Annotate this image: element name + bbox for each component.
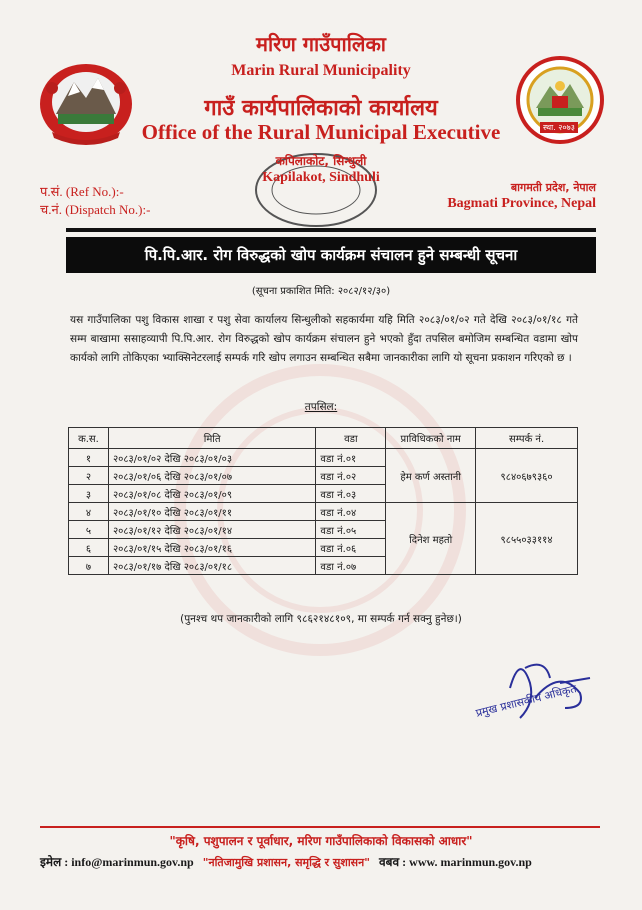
email-link[interactable]: info@marinmun.gov.np xyxy=(71,855,194,869)
table-row xyxy=(69,503,578,521)
address-en: Kapilakot, Sindhuli xyxy=(262,170,380,185)
logo-year-label: स्था. २०७३ xyxy=(540,122,578,133)
cell-ward: वडा नं.०४ xyxy=(316,503,386,521)
footer-divider xyxy=(40,826,600,828)
table-header-row xyxy=(69,428,578,449)
cell-contact: ९८४०६७९३६० xyxy=(476,449,578,503)
email-label: इमेल : xyxy=(40,855,69,869)
header-divider xyxy=(66,228,596,232)
cell-sn: ७ xyxy=(69,557,109,575)
cell-ward: वडा नं.०३ xyxy=(316,485,386,503)
cell-sn: ३ xyxy=(69,485,109,503)
footer-contact xyxy=(40,853,610,870)
cell-date: २०८३/०१/१० देखि २०८३/०१/११ xyxy=(108,503,315,521)
published-date: (सूचना प्रकाशित मिति: २०८२/१२/३०) xyxy=(251,286,391,297)
office-name-en: Office of the Rural Municipal Executive xyxy=(141,120,501,144)
address-np: कपिलाकोट, सिन्धुली xyxy=(275,154,367,168)
province-np: बागमती प्रदेश, नेपाल xyxy=(510,181,596,194)
cell-technician: हेम कर्ण अस्तानी xyxy=(386,449,476,503)
header-date: मिति xyxy=(108,428,315,449)
footnote: (पुनश्च थप जानकारीको लागि ९८६२१४८१०९, मा सम्पर्क गर्न सक्नु हुनेछ।) xyxy=(180,613,462,625)
cell-sn: २ xyxy=(69,467,109,485)
cell-date: २०८३/०१/०२ देखि २०८३/०१/०३ xyxy=(108,449,315,467)
footer-motto: "कृषि, पशुपालन र पूर्वाधार, मरिण गाउँपालिकाको विकासको आधार" xyxy=(169,834,473,848)
municipality-name-np: मरिण गाउँपालिका xyxy=(256,32,386,56)
cell-ward: वडा नं.०७ xyxy=(316,557,386,575)
cell-ward: वडा नं.०६ xyxy=(316,539,386,557)
cell-date: २०८३/०१/०८ देखि २०८३/०१/०९ xyxy=(108,485,315,503)
cell-ward: वडा नं.०२ xyxy=(316,467,386,485)
office-name-np: गाउँ कार्यपालिकाको कार्यालय xyxy=(204,96,438,121)
table-caption: तपसिल: xyxy=(304,401,338,413)
cell-date: २०८३/०१/०६ देखि २०८३/०१/०७ xyxy=(108,467,315,485)
cell-technician: दिनेश महतो xyxy=(386,503,476,575)
cell-sn: १ xyxy=(69,449,109,467)
cell-date: २०८३/०१/१७ देखि २०८३/०१/१८ xyxy=(108,557,315,575)
header-technician: प्राविधिकको नाम xyxy=(386,428,476,449)
footer-motto-2: "नतिजामुखि प्रशासन, समृद्धि र सुशासन" xyxy=(202,856,370,869)
cell-sn: ६ xyxy=(69,539,109,557)
cell-sn: ४ xyxy=(69,503,109,521)
website-link[interactable]: www. marinmun.gov.np xyxy=(409,855,532,869)
cell-ward: वडा नं.०५ xyxy=(316,521,386,539)
schedule-table xyxy=(68,427,578,575)
province-en: Bagmati Province, Nepal xyxy=(447,196,596,211)
table-row xyxy=(69,449,578,467)
signatory-designation: प्रमुख प्रशासकीय अधिकृत xyxy=(474,682,578,720)
cell-date: २०८३/०१/१५ देखि २०८३/०१/१६ xyxy=(108,539,315,557)
municipality-name-en: Marin Rural Municipality xyxy=(231,62,411,79)
header-sn: क.स. xyxy=(69,428,109,449)
notice-title: पि.पि.आर. रोग विरुद्धको खोप कार्यक्रम संचालन हुने सम्बन्धी सूचना xyxy=(66,237,596,273)
website-label: वबव : xyxy=(378,855,407,869)
header-ward: वडा xyxy=(316,428,386,449)
ref-number: प.सं. (Ref No.):- xyxy=(40,184,124,199)
cell-contact: ९८५५०३३११४ xyxy=(476,503,578,575)
notice-body: यस गाउँपालिका पशु विकास शाखा र पशु सेवा कार्यालय सिन्धुलीको सहकार्यमा यहि मिति २०८३/०१/०२ गते देखि २०८३/०१/१८ गते सम्म बाखामा ससाहव्यापी पि.पि.आर. रोग विरुद्धको खोप कार्यक्रम संचालन हुने भएको हुँदा तपसिल बमोजिम सम्बन्धित वडामा खोप कार्यको लागि तोकिएका भ्याक्सिनेटरलाई सम्पर्क गरि खोप लगाउन सम्बन्धित सबैमा जानकारीका लागि यो सूचना प्रकाशन गरिएको छ । xyxy=(70,314,578,364)
cell-date: २०८३/०१/१२ देखि २०८३/०१/१४ xyxy=(108,521,315,539)
cell-sn: ५ xyxy=(69,521,109,539)
dispatch-number: च.नं. (Dispatch No.):- xyxy=(40,202,151,217)
header-contact: सम्पर्क नं. xyxy=(476,428,578,449)
cell-ward: वडा नं.०१ xyxy=(316,449,386,467)
